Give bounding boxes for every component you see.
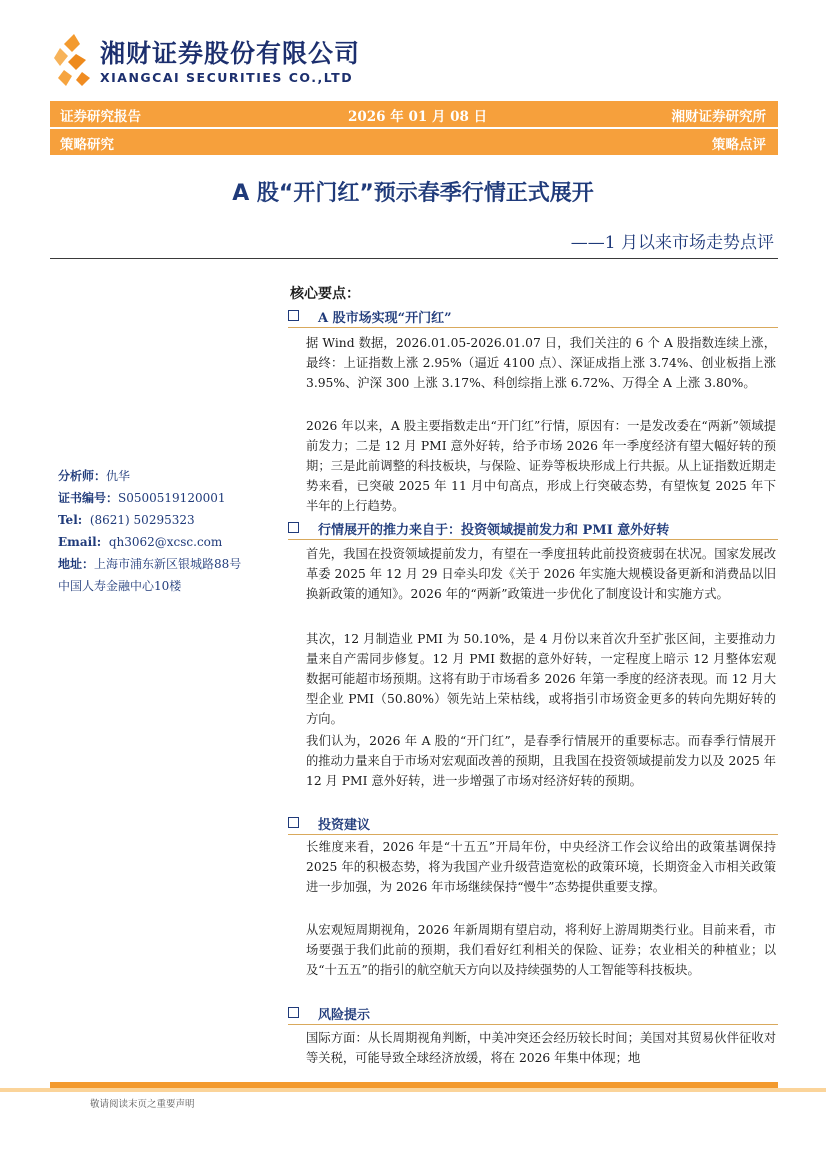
analyst-info xyxy=(58,465,278,597)
report-title: A 股“开门红”预示春季行情正式展开 xyxy=(232,181,594,206)
footer-disclaimer-note: 敬请阅读末页之重要声明 xyxy=(90,1099,195,1110)
section-divider-3 xyxy=(288,834,778,835)
section-divider-2 xyxy=(288,539,778,540)
analyst-tel: (8621) 50295323 xyxy=(89,513,195,527)
title-divider xyxy=(50,258,778,259)
section-3-paragraph-1: 长维度来看，2026 年是“十五五”开局年份，中央经济工作会议给出的政策基调保持 2025 年的积极态势，将为我国产业升级营造宽松的政策环境，长期资金入市相关政策进一步加强，为 2026 年市场继续保持“慢牛”态势提供重要支撑。 xyxy=(306,840,776,894)
analyst-cert-label: 证书编号： xyxy=(58,491,119,505)
section-divider-1 xyxy=(288,327,778,328)
analyst-email-label: Email: xyxy=(58,535,102,549)
report-subtype: 策略点评 xyxy=(712,137,766,153)
analyst-tel-row xyxy=(58,509,278,531)
section-title-3: 投资建议 xyxy=(318,818,371,833)
section-heading-3 xyxy=(288,813,778,835)
analyst-email-row xyxy=(58,531,278,553)
section-1-paragraph-2: 2026 年以来，A 股主要指数走出“开门红”行情，原因有：一是发改委在“两新”领域提前发力；二是 12 月 PMI 意外好转，给予市场 2026 年一季度经济有望大幅好转的预期；三是此前调整的科技板块，与保险、证券等板块形成上行共振。从上证指数近期走势来看，已突破 2025 年 11 月中旬高点，形成上行突破态势，有望恢复 2025 年下半年的上行趋势。 xyxy=(306,419,776,513)
analyst-addr-label: 地址： xyxy=(58,557,95,571)
analyst-name: 仇华 xyxy=(106,469,131,483)
section-1-paragraph-1: 据 Wind 数据，2026.01.05-2026.01.07 日，我们关注的 6 个 A 股指数连续上涨，最终：上证指数上涨 2.95%（逼近 4100 点）、深证成指上涨 3.74%、创业板指上涨 3.95%、沪深 300 上涨 3.17%、科创综指上涨 6.72%、万得全 A 上涨 3.80%。 xyxy=(306,336,776,390)
analyst-email[interactable]: qh3062@xcsc.com xyxy=(108,535,223,549)
analyst-cert: S0500519120001 xyxy=(118,491,226,505)
checkbox-bullet-icon xyxy=(288,522,299,533)
logo-mark-icon xyxy=(50,30,94,90)
analyst-tel-label: Tel: xyxy=(58,513,83,527)
section-title-1: A 股市场实现“开门红” xyxy=(318,311,452,326)
analyst-addr-row xyxy=(58,553,278,575)
section-4-paragraph-1: 国际方面：从长周期视角判断，中美冲突还会经历较长时间；美国对其贸易伙伴征收对等关税，可能导致全球经济放缓，将在 2026 年集中体现；地 xyxy=(306,1031,776,1065)
analyst-addr-line1: 上海市浦东新区银城路88号 xyxy=(94,557,242,571)
section-title-4: 风险提示 xyxy=(318,1008,371,1023)
report-date: 2026 年 01 月 08 日 xyxy=(348,109,488,125)
report-subtitle: ——1 月以来市场走势点评 xyxy=(570,233,774,253)
header-band-secondary xyxy=(50,129,778,155)
checkbox-bullet-icon xyxy=(288,1007,299,1018)
section-2-paragraph-1: 首先，我国在投资领域提前发力，有望在一季度扭转此前投资疲弱在状况。国家发展改革委 2025 年 12 月 29 日牵头印发《关于 2026 年实施大规模设备更新和消费品以旧换新政策的通知》。2026 年的“两新”政策进一步优化了制度设计和实施方式。 xyxy=(306,547,776,601)
institute-name: 湘财证券研究所 xyxy=(671,109,766,125)
analyst-name-label: 分析师： xyxy=(58,469,107,483)
analyst-name-row xyxy=(58,465,278,487)
analyst-cert-row xyxy=(58,487,278,509)
core-points-heading: 核心要点： xyxy=(290,286,360,302)
section-2-paragraph-3: 我们认为，2026 年 A 股的“开门红”，是春季行情展开的重要标志。而春季行情展开的推动力量来自于市场对宏观面改善的预期，且我国在投资领域提前发力以及 2025 年 12 月 PMI 意外好转，进一步增强了市场对经济好转的预期。 xyxy=(306,734,776,788)
footer-bar-light xyxy=(0,1088,826,1092)
section-2-paragraph-2: 其次，12 月制造业 PMI 为 50.10%，是 4 月份以来首次升至扩张区间，主要推动力量来自产需同步修复。12 月 PMI 数据的意外好转，一定程度上暗示 12 月整体宏观数据可能超市场预期。这将有助于市场看多 2026 年第一季度的经济表现。而 12 月大型企业 PMI（50.80%）领先站上荣枯线，或将指引市场资金更多的转向先期好转的方向。 xyxy=(306,632,776,726)
company-logo xyxy=(50,30,380,90)
section-heading-1 xyxy=(288,306,778,328)
section-3-paragraph-2: 从宏观短周期视角，2026 年新周期有望启动，将利好上游周期类行业。目前来看，市场要强于我们此前的预期，我们看好红利相关的保险、证券；农业相关的种植业；以及“十五五”的指引的航空航天方向以及持续强势的人工智能等科技板块。 xyxy=(306,923,776,977)
section-heading-2 xyxy=(288,518,778,540)
checkbox-bullet-icon xyxy=(288,817,299,828)
company-name-en: XIANGCAI SECURITIES CO.,LTD xyxy=(100,70,354,85)
analyst-addr-line2: 中国人寿金融中心10楼 xyxy=(58,579,182,593)
section-heading-4 xyxy=(288,1003,778,1025)
report-type-label: 证券研究报告 xyxy=(60,109,141,125)
checkbox-bullet-icon xyxy=(288,310,299,321)
section-divider-4 xyxy=(288,1024,778,1025)
company-name-cn: 湘财证券股份有限公司 xyxy=(100,39,361,68)
header-band-primary xyxy=(50,101,778,127)
analyst-addr-row-2 xyxy=(58,575,278,597)
research-category: 策略研究 xyxy=(60,137,114,153)
section-title-2: 行情展开的推力来自于：投资领域提前发力和 PMI 意外好转 xyxy=(318,523,670,538)
